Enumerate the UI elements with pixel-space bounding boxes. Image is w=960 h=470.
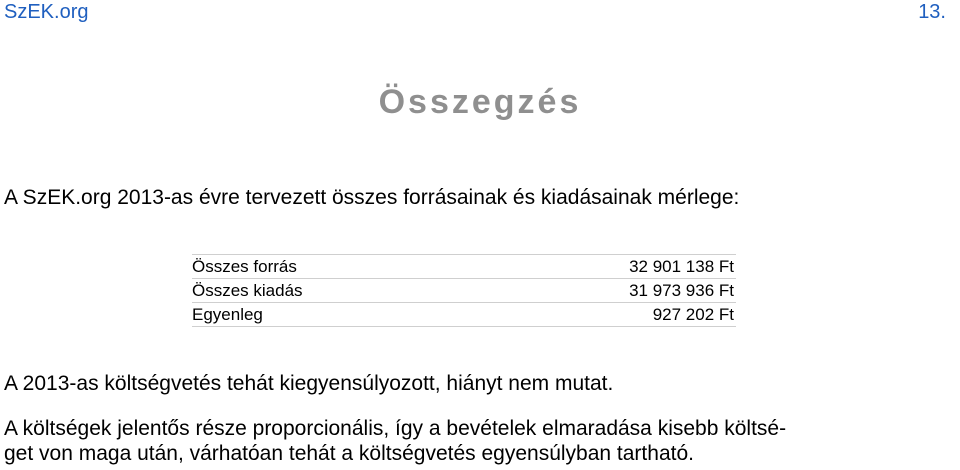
row-value: 31 973 936 Ft bbox=[469, 279, 736, 303]
conclusion-paragraph: A 2013-as költségvetés tehát kiegyensúlyozott, hiányt nem mutat. bbox=[4, 372, 614, 395]
table-row bbox=[192, 255, 736, 279]
site-name: SzEK.org bbox=[4, 1, 89, 23]
section-title: Összegzés bbox=[378, 83, 582, 121]
row-label: Egyenleg bbox=[192, 303, 469, 327]
row-label: Összes kiadás bbox=[192, 279, 469, 303]
table-row bbox=[192, 279, 736, 303]
row-value: 927 202 Ft bbox=[469, 303, 736, 327]
row-value: 32 901 138 Ft bbox=[469, 255, 736, 279]
page-number: 13. bbox=[918, 1, 946, 23]
row-label: Összes forrás bbox=[192, 255, 469, 279]
balance-table bbox=[192, 254, 736, 327]
cost-paragraph-line: A költségek jelentős része proporcionális, így a bevételek elmaradása kisebb költsé- bbox=[4, 417, 787, 440]
intro-text: A SzEK.org 2013-as évre tervezett összes forrásainak és kiadásainak mérlege: bbox=[4, 186, 740, 209]
cost-paragraph-line: get von maga után, várhatóan tehát a költségvetés egyensúlyban tartható. bbox=[4, 442, 694, 465]
table-row bbox=[192, 303, 736, 327]
cost-paragraph bbox=[4, 416, 786, 466]
